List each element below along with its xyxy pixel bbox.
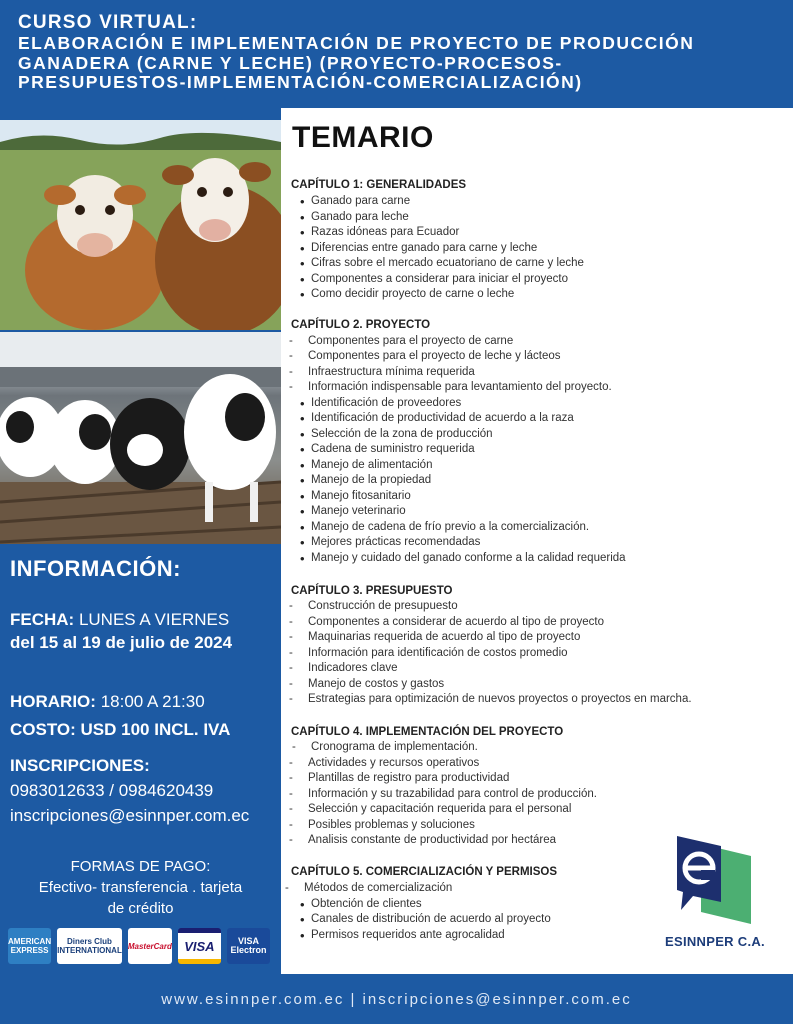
list-item: • Permisos requeridos ante agrocalidad bbox=[311, 929, 505, 941]
syllabus-panel bbox=[281, 108, 793, 974]
chapter-2-title: CAPÍTULO 2. PROYECTO bbox=[291, 319, 431, 331]
amex-card-icon: AMERICAN EXPRESS bbox=[8, 928, 51, 964]
list-item: • Manejo de alimentación bbox=[311, 459, 432, 471]
date-range: del 15 al 19 de julio de 2024 bbox=[10, 633, 233, 652]
course-title-line-2: GANADERA (CARNE Y LECHE) (PROYECTO-PROCESOS- bbox=[18, 52, 563, 73]
list-item: • Ganado para carne bbox=[311, 195, 410, 207]
list-item: - Analisis constante de productividad por hectárea bbox=[308, 834, 556, 846]
esinnper-e-logo-icon bbox=[673, 832, 753, 932]
list-item: • Obtención de clientes bbox=[311, 898, 422, 910]
schedule-label: HORARIO: bbox=[10, 692, 96, 711]
list-item: - Componentes para el proyecto de leche y lácteos bbox=[308, 350, 561, 362]
chapter-1-title: CAPÍTULO 1: GENERALIDADES bbox=[291, 179, 467, 191]
list-item: • Cifras sobre el mercado ecuatoriano de carne y leche bbox=[311, 257, 584, 269]
list-item: • Diferencias entre ganado para carne y leche bbox=[311, 242, 537, 254]
course-title-line-3: PRESUPUESTOS-IMPLEMENTACIÓN-COMERCIALIZACIÓN) bbox=[18, 72, 583, 92]
list-item: - Información indispensable para levantamiento del proyecto. bbox=[308, 381, 612, 393]
list-item: • Manejo de la propiedad bbox=[311, 474, 431, 486]
cattle-photo bbox=[0, 120, 281, 330]
list-item: • Canales de distribución de acuerdo al proyecto bbox=[311, 913, 551, 925]
registration-label: INSCRIPCIONES: bbox=[10, 756, 150, 775]
footer bbox=[0, 974, 793, 1024]
registration-email[interactable]: inscripciones@esinnper.com.ec bbox=[10, 806, 250, 825]
list-item: - Actividades y recursos operativos bbox=[308, 757, 479, 769]
schedule-row bbox=[10, 692, 205, 712]
list-item: - Indicadores clave bbox=[308, 662, 398, 674]
course-title-line-1: ELABORACIÓN E IMPLEMENTACIÓN DE PROYECTO DE PRODUCCIÓN bbox=[18, 33, 695, 53]
payment-title: FORMAS DE PAGO: bbox=[70, 858, 211, 875]
list-item: - Información para identificación de costos promedio bbox=[308, 647, 568, 659]
list-item: - Componentes para el proyecto de carne bbox=[308, 335, 513, 347]
list-item: - Plantillas de registro para productividad bbox=[308, 772, 509, 784]
list-item: • Ganado para leche bbox=[311, 211, 409, 223]
payment-methods-line-2: de crédito bbox=[107, 900, 174, 917]
list-item: • Identificación de productividad de acuerdo a la raza bbox=[311, 412, 574, 424]
mastercard-icon: MasterCard bbox=[128, 928, 172, 964]
list-item: - Maquinarias requerida de acuerdo al tipo de proyecto bbox=[308, 631, 580, 643]
footer-contact[interactable]: www.esinnper.com.ec | inscripciones@esinnper.com.ec bbox=[161, 991, 632, 1008]
list-item: - Posibles problemas y soluciones bbox=[308, 819, 475, 831]
diners-card-icon: Diners Club INTERNATIONAL bbox=[57, 928, 122, 964]
list-item: - Infraestructura mínima requerida bbox=[308, 366, 475, 378]
chapter-4-title: CAPÍTULO 4. IMPLEMENTACIÓN DEL PROYECTO bbox=[291, 726, 564, 738]
list-item: - Estrategias para optimización de nuevos proyectos o proyectos en marcha. bbox=[308, 693, 692, 705]
list-item: • Manejo de cadena de frío previo a la comercialización. bbox=[311, 521, 589, 533]
date-row bbox=[10, 610, 229, 630]
date-label: FECHA: bbox=[10, 610, 75, 629]
list-item: • Como decidir proyecto de carne o leche bbox=[311, 288, 514, 300]
list-item: • Selección de la zona de producción bbox=[311, 428, 493, 440]
list-item: • Razas idóneas para Ecuador bbox=[311, 226, 459, 238]
date-days: LUNES A VIERNES bbox=[78, 610, 230, 629]
course-label: CURSO VIRTUAL: bbox=[18, 12, 198, 33]
company-name: ESINNPER C.A. bbox=[665, 934, 765, 949]
cost: COSTO: USD 100 INCL. IVA bbox=[10, 720, 231, 739]
chapter-3-title: CAPÍTULO 3. PRESUPUESTO bbox=[291, 585, 453, 597]
list-item: - Manejo de costos y gastos bbox=[308, 678, 444, 690]
phone-numbers: 0983012633 / 0984620439 bbox=[10, 781, 214, 800]
payment-methods-line-1: Efectivo- transferencia . tarjeta bbox=[38, 879, 243, 896]
list-item: • Cadena de suministro requerida bbox=[311, 443, 475, 455]
list-item: - Componentes a considerar de acuerdo al tipo de proyecto bbox=[308, 616, 604, 628]
info-column bbox=[0, 108, 281, 974]
list-item: • Componentes a considerar para iniciar el proyecto bbox=[311, 273, 568, 285]
list-item: - Información y su trazabilidad para control de producción. bbox=[308, 788, 597, 800]
list-item: • Manejo y cuidado del ganado conforme a la calidad requerida bbox=[311, 552, 626, 564]
header bbox=[0, 0, 793, 108]
list-item: - Selección y capacitación requerida para el personal bbox=[308, 803, 571, 815]
list-item: - Construcción de presupuesto bbox=[308, 600, 458, 612]
list-item: • Identificación de proveedores bbox=[311, 397, 461, 409]
list-item: - Cronograma de implementación. bbox=[311, 741, 478, 753]
payment-cards bbox=[8, 928, 270, 964]
list-item: • Manejo veterinario bbox=[311, 505, 406, 517]
dairy-barn-photo bbox=[0, 332, 281, 544]
schedule-value: 18:00 A 21:30 bbox=[100, 692, 205, 711]
info-heading: INFORMACIÓN: bbox=[10, 556, 181, 581]
list-item: • Manejo fitosanitario bbox=[311, 490, 411, 502]
chapter-5-title: CAPÍTULO 5. COMERCIALIZACIÓN Y PERMISOS bbox=[291, 866, 558, 878]
visa-card-icon: VISA bbox=[178, 928, 221, 964]
syllabus-title: TEMARIO bbox=[292, 121, 434, 154]
visa-electron-card-icon: VISA Electron bbox=[227, 928, 270, 964]
list-item: • Mejores prácticas recomendadas bbox=[311, 536, 480, 548]
list-item: - Métodos de comercialización bbox=[304, 882, 452, 894]
